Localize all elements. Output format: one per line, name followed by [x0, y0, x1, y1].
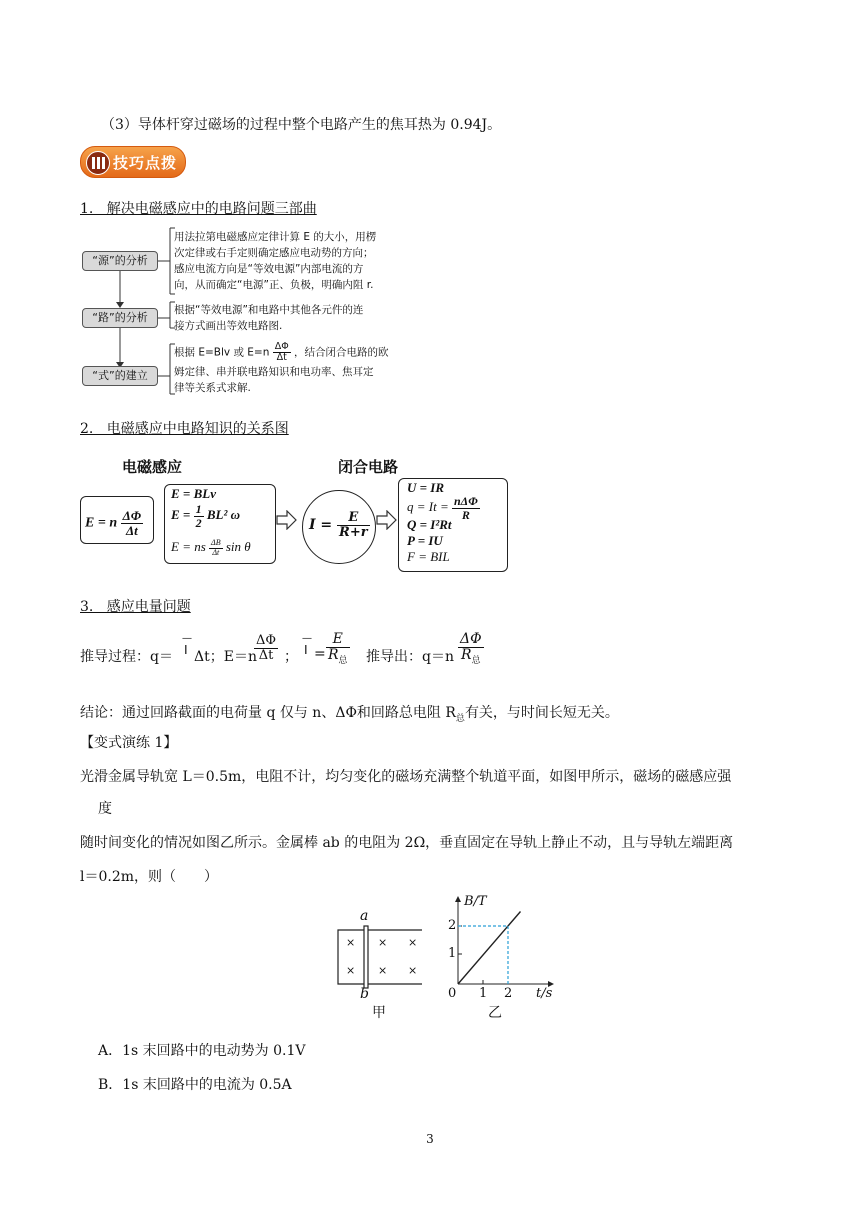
frac-den: R	[461, 646, 472, 663]
i-bar: I	[184, 642, 188, 657]
emf-text: sin θ	[225, 539, 251, 554]
page-number: 3	[426, 1132, 434, 1146]
tips-badge	[80, 146, 186, 178]
field-cross: ×	[346, 964, 356, 977]
label-jia: 甲	[372, 1005, 386, 1021]
frac-den: R	[328, 646, 339, 663]
ohm-lhs: I =	[309, 517, 333, 534]
frac-den: R+r	[339, 524, 368, 540]
frac-den: Δt	[125, 522, 138, 538]
frac-den: Δt	[276, 351, 287, 363]
problem-line-1: 光滑金属导轨宽 L＝0.5m，电阻不计，均匀变化的磁场充满整个轨道平面，如图甲所示，磁场的磁感应强	[80, 769, 732, 785]
heading-1: 1. 解决电磁感应中的电路问题三部曲	[80, 201, 317, 217]
field-cross: ×	[408, 964, 418, 977]
relation-diagram	[80, 452, 510, 580]
emf-text: E = ns	[171, 539, 206, 554]
faraday-frac	[121, 509, 143, 537]
plot-area	[458, 912, 521, 985]
frac-den: Δt	[258, 647, 274, 663]
series-line	[458, 912, 521, 985]
label-electromagnetic: 电磁感应	[122, 458, 183, 476]
field-cross: ×	[346, 936, 356, 949]
emf-line-2	[171, 503, 240, 529]
y-tick-label: 1	[448, 946, 457, 961]
derive-frac-3	[458, 632, 484, 666]
frac-den: Δt	[212, 547, 220, 557]
desc2-line: 根据“等效电源”和电路中其他各元件的连	[174, 304, 364, 316]
derive-text: Δt；E＝n	[194, 649, 257, 665]
frac-den: R	[461, 507, 470, 522]
emf-text: E =	[171, 507, 191, 523]
emf-line-1: E = BLv	[171, 486, 216, 501]
box-faraday	[80, 496, 154, 544]
frac-num: ΔΦ	[460, 631, 482, 647]
label-b: b	[360, 986, 369, 1002]
circuit-line-3: Q = I²Rt	[407, 517, 452, 532]
problem-line-3: 随时间变化的情况如图乙所示。金属棒 ab 的电阻为 2Ω，垂直固定在导轨上静止不动，且与导轨左端距离	[80, 835, 734, 851]
derive-frac-2	[326, 632, 350, 666]
label-a: a	[360, 908, 369, 924]
flow-step-source: “源”的分析	[82, 251, 158, 271]
flow-diagram	[80, 224, 410, 396]
derive-sep: ；	[284, 649, 298, 665]
emf-text: BL² ω	[206, 507, 241, 523]
field-cross: ×	[408, 936, 418, 949]
conclusion-text: 结论：通过回路截面的电荷量 q 仅与 n、ΔΦ和回路总电阻 R	[80, 705, 456, 721]
label-yi: 乙	[488, 1005, 502, 1021]
box-circuit-formulas	[398, 478, 508, 572]
x-tick-label: 1	[479, 986, 488, 1001]
desc3-text: ，结合闭合电路的欧	[294, 346, 389, 359]
flow-desc-2	[174, 302, 363, 334]
field-cross: ×	[378, 936, 388, 949]
figure-yi	[440, 894, 560, 1022]
desc1-line: 用法拉第电磁感应定律计算 E 的大小，用楞	[174, 231, 377, 243]
arrow-icon	[276, 510, 298, 530]
problem-line-2: 度	[98, 801, 112, 817]
derive-prefix: 推导过程：q＝	[80, 649, 173, 665]
circuit-line-4: P = IU	[407, 533, 443, 548]
answer-line: （3）导体杆穿过磁场的过程中整个电路产生的焦耳热为 0.94J。	[101, 117, 502, 133]
badge-label: 技巧点拨	[113, 154, 178, 172]
circuit-line-1: U = IR	[407, 480, 445, 495]
frac-den: 2	[195, 515, 202, 530]
desc3-text: 根据 E=Blv 或 E=n	[174, 346, 270, 359]
books-icon	[86, 151, 110, 175]
circle-ohm	[302, 490, 376, 564]
emf-half	[194, 503, 204, 529]
label-closed-circuit: 闭合电路	[338, 458, 399, 476]
desc1-line: 感应电流方向是“等效电源”内部电流的方	[174, 263, 364, 275]
frac-num: ΔB	[211, 538, 221, 548]
derive-frac-1	[254, 634, 278, 662]
frac-sub: 总	[338, 655, 348, 666]
frac-num: 1	[195, 502, 202, 516]
exercise-title: 【变式演练 1】	[80, 735, 178, 751]
frac-sub: 总	[471, 655, 481, 666]
frac-num: ΔΦ	[256, 633, 277, 648]
box-emf	[164, 484, 276, 564]
desc3-fraction	[273, 342, 291, 363]
arrow-icon	[376, 510, 398, 530]
charge-frac	[452, 495, 480, 521]
circuit-line-5: F = BIL	[407, 549, 450, 564]
frac-num: ΔΦ	[122, 508, 142, 523]
conclusion-sub: 总	[455, 713, 465, 724]
circuit-text: q = It =	[407, 499, 449, 515]
frac-num: E	[337, 511, 370, 526]
frac-num: ΔΦ	[274, 341, 289, 352]
ohm-frac	[337, 511, 370, 539]
desc1-line: 次定律或右手定则确定感应电动势的方向；	[174, 247, 374, 259]
flow-desc-3	[174, 342, 389, 396]
i-bar: I	[304, 642, 308, 657]
origin-label: 0	[448, 986, 457, 1001]
figure-jia	[330, 898, 440, 1022]
option-a[interactable]: A．1s 末回路中的电动势为 0.1V	[98, 1043, 306, 1059]
conclusion	[80, 702, 619, 724]
desc3-line: 姆定律、串并联电路知识和电功率、焦耳定	[174, 366, 374, 378]
desc2-line: 接方式画出等效电路图.	[174, 320, 283, 332]
derive-result: 推导出：q＝n	[366, 649, 454, 665]
x-axis-label: t/s	[536, 986, 553, 1001]
field-cross: ×	[378, 964, 388, 977]
emf-line-3	[171, 539, 251, 557]
flow-step-circuit: “路”的分析	[82, 308, 158, 328]
desc3-line: 律等关系式求解.	[174, 382, 251, 394]
x-tick-label: 2	[504, 986, 513, 1001]
emf-db-dt	[209, 539, 223, 557]
y-axis-label: B/T	[464, 894, 487, 909]
desc1-line: 向，从而确定“电源”正、负极，明确内阻 r.	[174, 279, 374, 291]
frac-num: E	[326, 632, 350, 648]
flow-step-formula: “式”的建立	[82, 366, 158, 386]
derive-eq: =	[314, 646, 326, 662]
conclusion-text: 有关，与时间长短无关。	[464, 705, 619, 721]
heading-3: 3. 感应电量问题	[80, 599, 191, 615]
y-tick-label: 2	[448, 918, 457, 933]
problem-line-4: l＝0.2m，则（ ）	[80, 869, 219, 885]
flow-desc-1	[174, 229, 376, 293]
faraday-lhs: E = n	[85, 515, 118, 531]
frac-num: nΔΦ	[454, 494, 478, 508]
heading-2: 2. 电磁感应中电路知识的关系图	[80, 421, 289, 437]
option-b[interactable]: B．1s 末回路中的电流为 0.5A	[98, 1077, 292, 1093]
